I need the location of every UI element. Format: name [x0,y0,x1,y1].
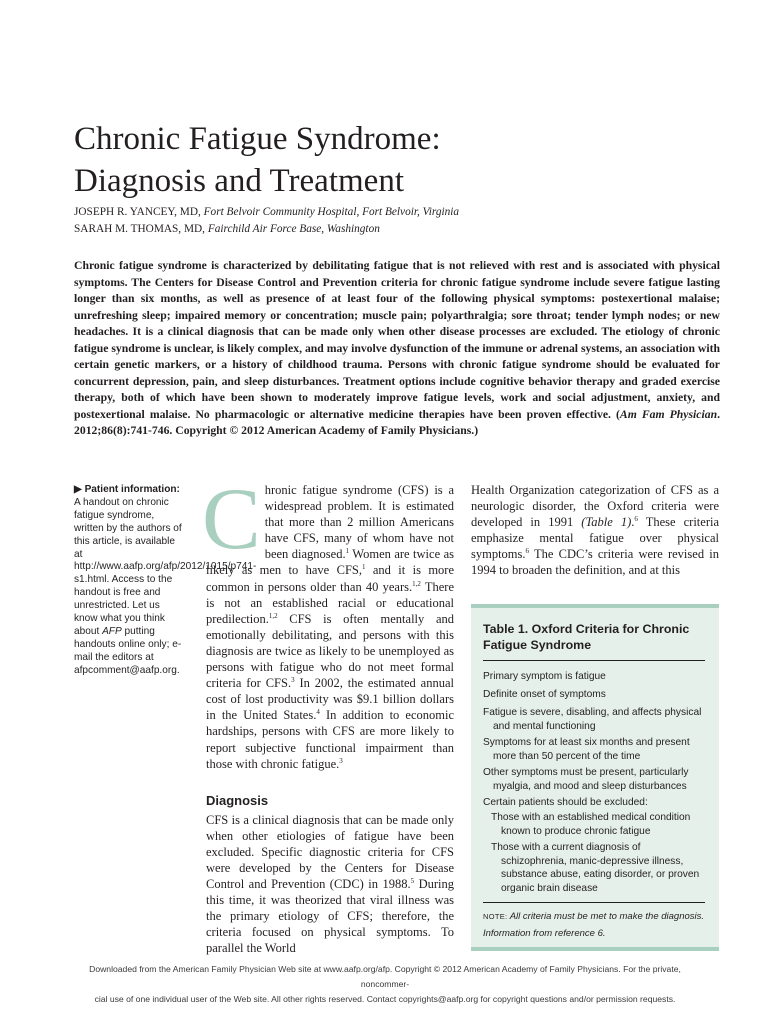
table-source: Information from reference 6. [483,928,606,939]
citation-ref: 5 [410,876,415,885]
author-affiliation: Fairchild Air Force Base, Washington [207,223,380,235]
footer-line: Downloaded from the American Family Physician Web site at www.aafp.org/afp. Copyright © 2012 American Academy of Family Physicians. For the private, noncommer- [89,964,681,989]
journal-name: Am Fam Physician [619,407,718,421]
abstract-text: Chronic fatigue syndrome is characterized by debilitating fatigue that is not relieved with rest and is associated with physical symptoms. The Centers for Disease Control and Prevention criteria for chronic fatigue syndrome include severe fatigue lasting longer than six months, as well as presence of at least four of the following physical symptoms: postexertional malaise; unrefreshing sleep; impaired memory or concentration; muscle pain; polyarthralgia; sore throat; tender lymph nodes; or new headaches. It is a clinical diagnosis that can be made only when other disease processes are excluded. The etiology of chronic fatigue syndrome is unclear, is likely complex, and may involve dysfunction of the immune or adrenal systems, an association with certain genetic markers, or a history of childhood trauma. Persons with chronic fatigue syndrome should be evaluated for concurrent depression, pain, and sleep disturbances. Treatment options include cognitive behavior therapy and graded exercise therapy, both of which have been shown to moderately improve fatigue levels, work and social adjustment, anxiety, and postexertional malaise. No pharmacologic or alternative medicine therapies have been proven effective. ( [74,259,720,421]
table-row: Primary symptom is fatigue [483,671,606,682]
citation-ref: 1,2 [268,611,278,620]
citation-ref: 6 [525,547,530,556]
sidebar-heading: Patient information: [84,484,180,495]
table-note [483,910,709,923]
patient-info-sidebar [74,484,257,678]
page-footer [80,962,690,1007]
text-run: The CDC’s criteria were revised in 1994 to broaden the definition, and at this [471,547,719,578]
text-run: There is not an established racial or educational predilection. [206,579,455,626]
title-line: Chronic Fatigue Syndrome: [74,121,441,157]
footer-line: cial use of one individual user of the Web site. All other rights reserved. Contact copyrights@aafp.org for copyright questions and/or permission requests. [94,994,676,1004]
text-run: Health Organization categorization of CFS as a neurologic disorder, the Oxford criteria were developed in 1991 [471,483,719,530]
text-run: These criteria emphasize mental fatigue over physical symptoms. [471,515,720,562]
citation-ref: 3 [291,675,295,684]
table-oxford-criteria [471,604,719,951]
author-line [74,221,734,238]
text-run: Women are twice as likely as men to have CFS, [206,547,454,578]
table-row: Other symptoms must be present, particularly myalgia, and mood and sleep disturbances [483,767,689,792]
author-affiliation: Fort Belvoir Community Hospital, Fort Belvoir, Virginia [203,206,460,218]
column-1 [202,471,455,957]
text-run: CFS is a clinical diagnosis that can be made only when other etiologies of fatigue have been excluded. Specific diagnostic criteria for CFS were developed by the Centers for Disease Control and Prevention (CDC) in 1988. [206,812,454,892]
table-row: Definite onset of symptoms [483,689,606,700]
table-row: Certain patients should be excluded: [483,797,648,808]
text-run: hronic fatigue syndrome (CFS) is a widespread problem. It is estimated that more than 2 million Americans have CFS, many of whom have not been diagnosed. [264,483,454,562]
citation-ref: 1,2 [412,579,421,588]
triangle-arrow-icon: ▶ [74,484,82,495]
abstract [74,258,720,440]
diagnosis-paragraph [206,812,454,957]
text-run: In 2002, the estimated annual cost of lost productivity was $9.1 billion dollars in the United States. [206,676,454,723]
sidebar-text: putting handouts online only; e-mail the editors at afpcomment@aafp.org. [74,625,182,676]
table-ref: (Table 1) [581,515,632,530]
citation-ref: 3 [339,756,343,765]
citation-ref: 6 [634,515,638,524]
text-run: CFS is often mentally and emotionally debilitating, and persons with this diagnosis are twice as likely to be unemployed as persons with fatigue who do not meet formal criteria for CFS. [206,611,454,691]
table-rule [483,660,705,661]
article-title [74,118,714,202]
column-2 [471,482,719,579]
text-run: During this time, it was theorized that viral illness was the primary etiology of CFS; therefore, the criteria focused on physical symptoms. To parallel the World [206,877,454,956]
column-2-paragraph [471,482,719,579]
note-text: All criteria must be met to make the diagnosis. [507,911,705,922]
text-run: In addition to economic hardships, persons with CFS are more likely to report subjective functional impairment than those with chronic fatigue. [206,708,454,771]
intro-paragraph [202,471,455,772]
citation-ref: 4 [316,708,320,717]
title-line: Diagnosis and Treatment [74,163,404,199]
sidebar-text: A handout on chronic fatigue syndrome, written by the authors of this article, is available at http://www.aafp.org/afp/2012/1015/p741-s1.html. Access to the handout is free and unrestricted. Let us know what you think about [74,496,257,637]
section-heading-diagnosis: Diagnosis [206,792,269,808]
author-list [74,204,734,238]
table-subrow: Those with a current diagnosis of schizophrenia, manic-depressive illness, substance abuse, eating disorder, or proven organic brain disease [491,842,700,894]
sidebar-afp: AFP [102,625,122,637]
author-line [74,204,734,221]
text-run: . [631,515,635,530]
abstract-citation: . 2012;86(8):741-746. Copyright © 2012 American Academy of Family Physicians.) [74,407,720,437]
table-rule [483,902,705,903]
drop-cap: C [202,471,261,568]
table-title: Table 1. Oxford Criteria for Chronic Fatigue Syndrome [483,622,690,652]
table-row: Symptoms for at least six months and present more than 50 percent of the time [483,737,690,762]
table-row: Fatigue is severe, disabling, and affects physical and mental functioning [483,707,702,732]
citation-ref: 1 [345,547,350,556]
citation-ref: 1 [361,563,366,572]
author-name: SARAH M. THOMAS, MD, [74,223,205,235]
note-label: NOTE: [483,912,508,921]
table-subrow: Those with an established medical condition known to produce chronic fatigue [491,812,691,837]
author-name: JOSEPH R. YANCEY, MD, [74,206,201,218]
text-run: and it is more common in persons older than 40 years. [206,563,455,594]
